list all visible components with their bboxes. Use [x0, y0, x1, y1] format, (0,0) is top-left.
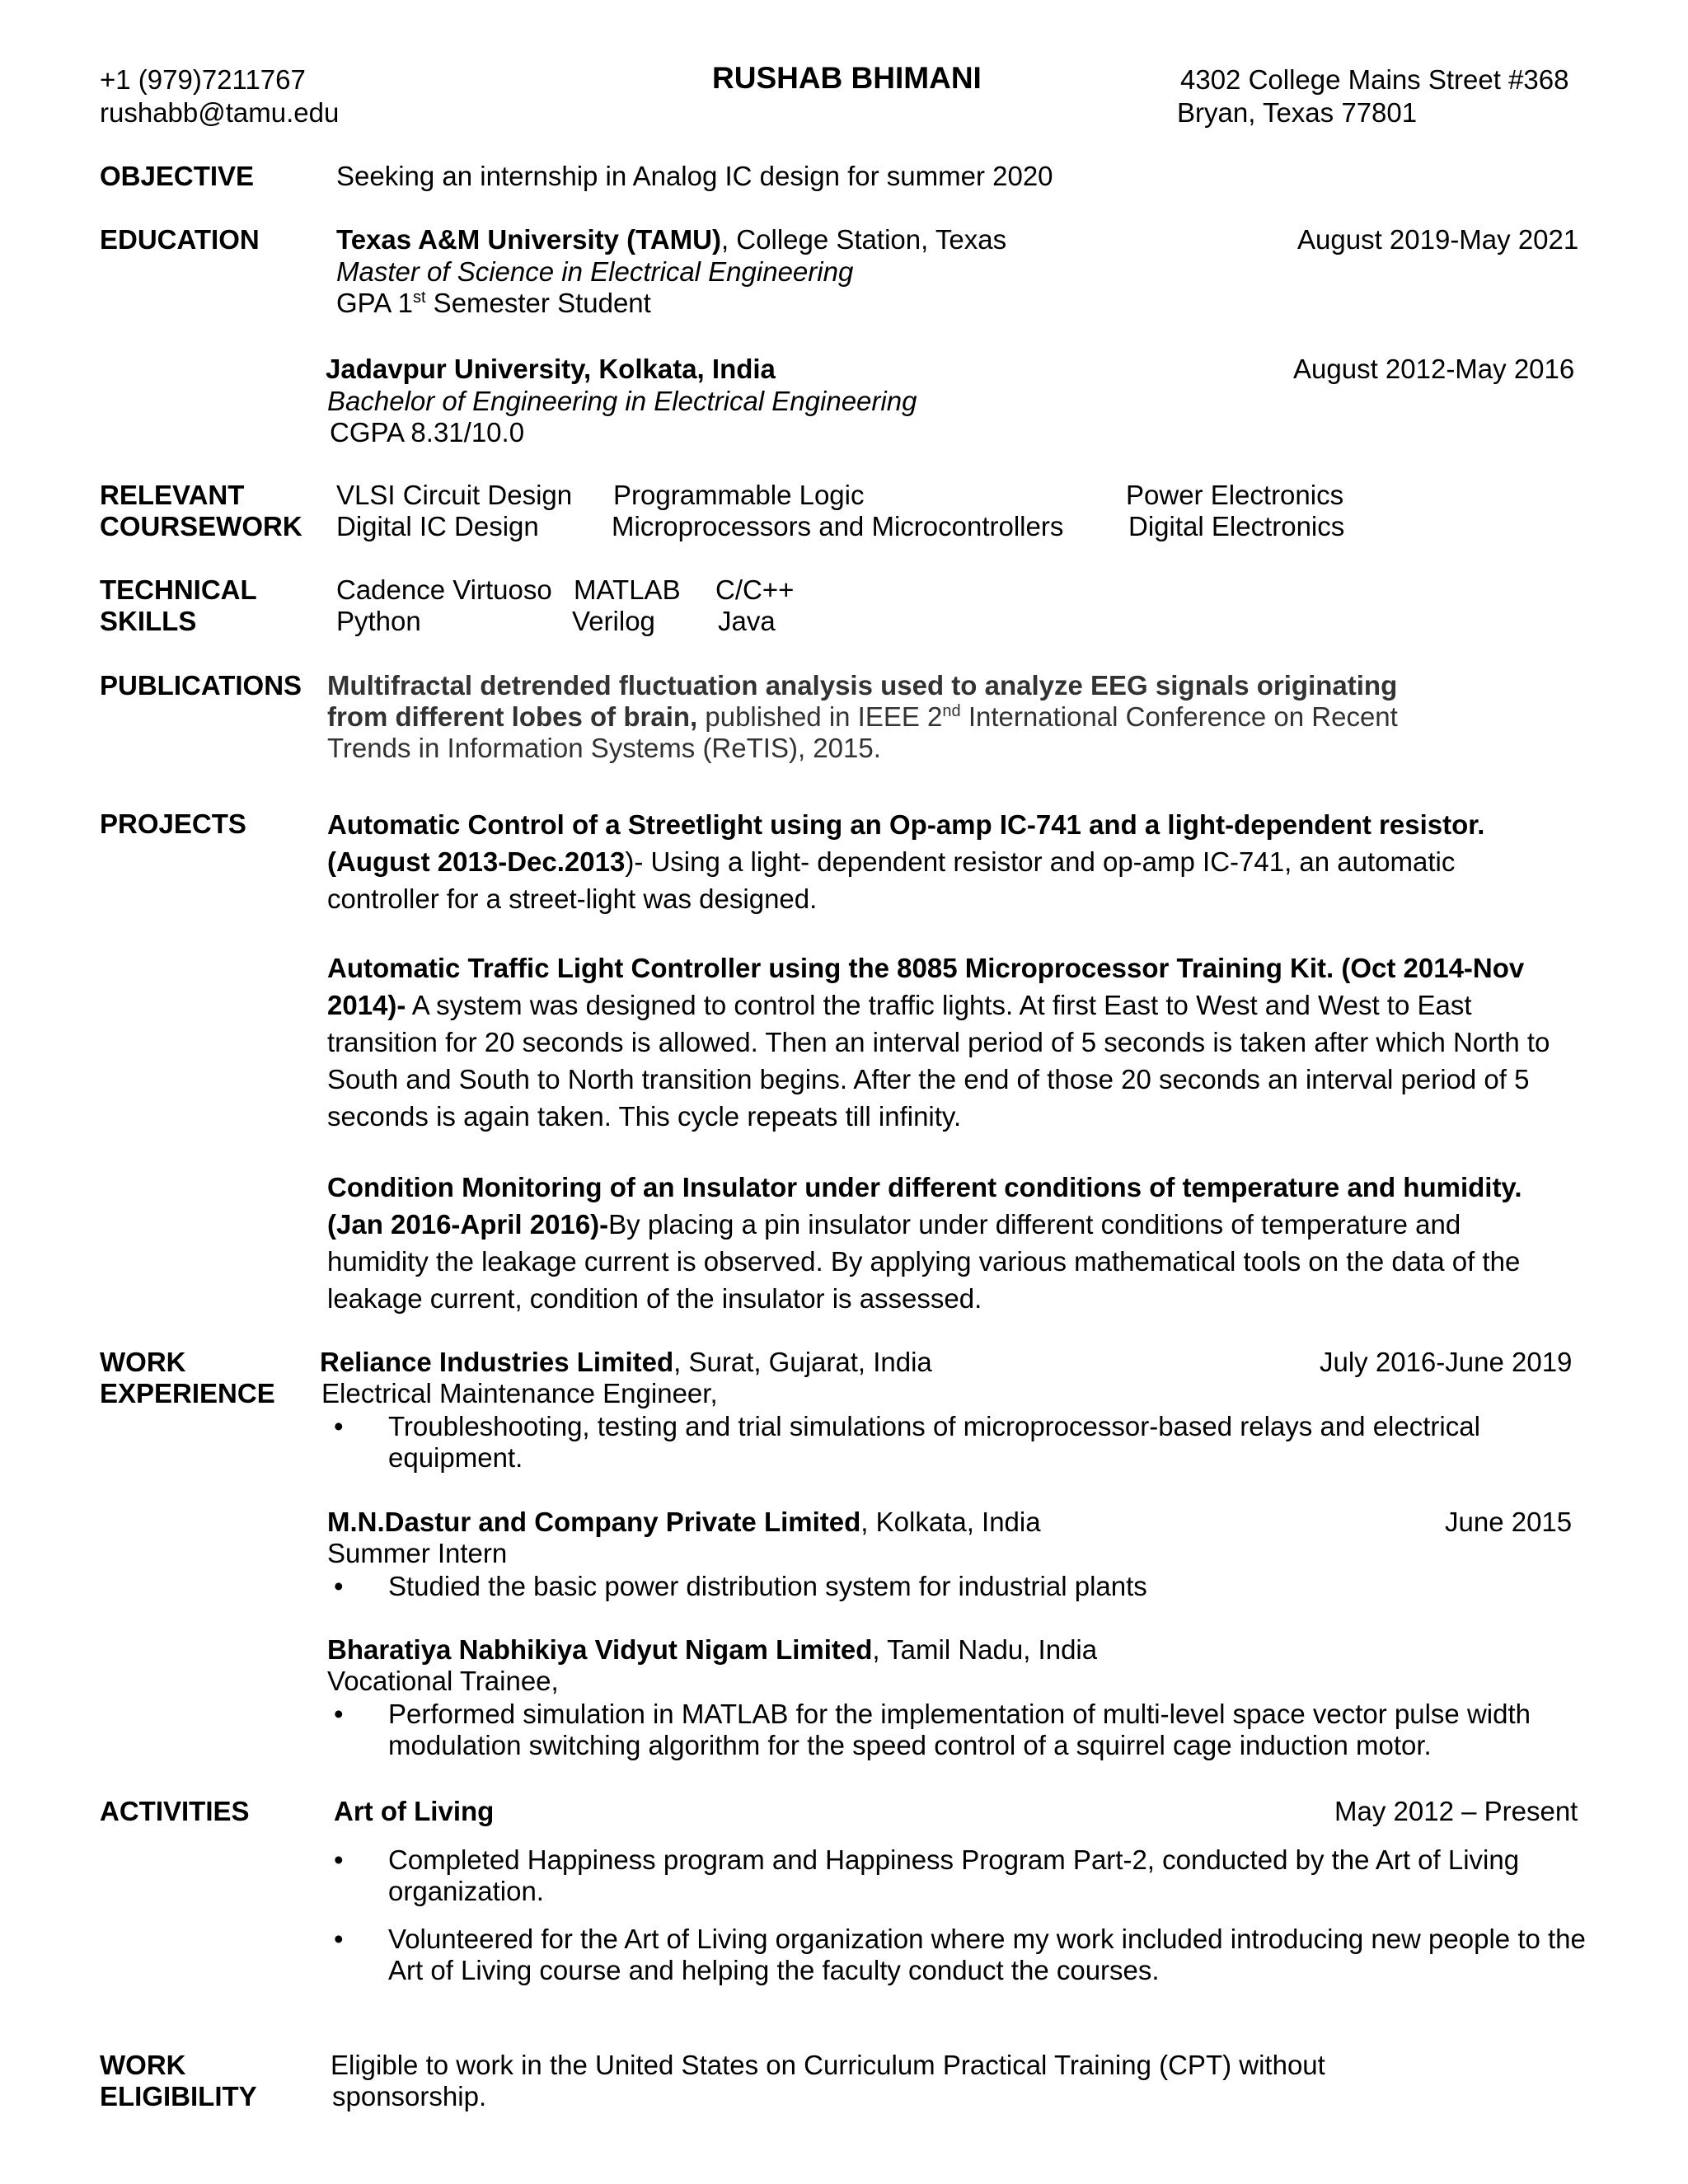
work-dates: June 2015 — [1445, 1507, 1573, 1537]
section-label-skills-2: SKILLS — [100, 606, 197, 636]
activity-bullet — [334, 1844, 1620, 1910]
course-item: Digital IC Design — [336, 511, 539, 541]
candidate-name: RUSHAB BHIMANI — [712, 61, 982, 95]
skill-item: Cadence Virtuoso — [336, 574, 552, 605]
section-label-work-2: EXPERIENCE — [100, 1378, 275, 1408]
project-item — [327, 949, 1580, 1135]
course-item: Programmable Logic — [613, 480, 865, 510]
education-dates: August 2012-May 2016 — [1293, 354, 1575, 384]
publication-line3: Trends in Information Systems (ReTIS), 2015. — [327, 733, 881, 763]
address-line-2: Bryan, Texas 77801 — [1177, 97, 1418, 128]
skill-item: MATLAB — [574, 574, 681, 605]
gpa-text: CGPA 8.31/10.0 — [330, 417, 525, 448]
bullet-icon: • — [334, 1411, 344, 1441]
bullet-text: Volunteered for the Art of Living organization where my work included introducing new people to the Art of Living course and helping the faculty conduct the courses. — [388, 1924, 1586, 1985]
work-role: Vocational Trainee, — [327, 1666, 559, 1696]
bullet-icon: • — [334, 1699, 344, 1729]
project-item — [327, 1169, 1564, 1317]
work-bullet — [334, 1699, 1620, 1765]
activity-bullet — [334, 1924, 1620, 1990]
skill-item: C/C++ — [715, 574, 795, 605]
activity-title: Art of Living — [334, 1796, 495, 1826]
work-company: M.N.Dastur and Company Private Limited, Kolkata, India — [327, 1507, 1041, 1537]
work-bullet — [334, 1571, 1620, 1604]
bullet-icon: • — [334, 1844, 344, 1875]
address-line-1: 4302 College Mains Street #368 — [1180, 64, 1569, 95]
course-item: VLSI Circuit Design — [336, 480, 573, 510]
publication-title-line1: Multifractal detrended fluctuation analysis used to analyze EEG signals originating — [327, 670, 1398, 701]
project-description: By placing a pin insulator under different conditions of temperature and humidity the leakage current is observed. By applying various mathematical tools on the data of the leakage current, condition of the insulator is assessed. — [327, 1209, 1521, 1314]
section-label-coursework-2: COURSEWORK — [100, 511, 302, 541]
education-dates: August 2019-May 2021 — [1297, 224, 1579, 255]
section-label-eligibility-1: WORK — [100, 2050, 186, 2080]
objective-text: Seeking an internship in Analog IC design for summer 2020 — [336, 161, 1053, 191]
publication-line2: from different lobes of brain, published in IEEE 2nd International Conference on Recent — [327, 701, 1398, 732]
eligibility-line1: Eligible to work in the United States on Curriculum Practical Training (CPT) without — [331, 2050, 1325, 2080]
project-title: Automatic Traffic Light Controller using the 8085 Microprocessor Training Kit. (Oct 2014-Nov 2014)- — [327, 953, 1525, 1020]
project-title: Condition Monitoring of an Insulator under different conditions of temperature and humidity. (Jan 2016-April 2016)- — [327, 1172, 1522, 1240]
bullet-icon: • — [334, 1571, 344, 1601]
email-address: rushabb@tamu.edu — [100, 97, 340, 128]
school-name: Jadavpur University, Kolkata, India — [326, 354, 776, 384]
course-item: Power Electronics — [1126, 480, 1344, 510]
bullet-text: Troubleshooting, testing and trial simulations of microprocessor-based relays and electrical equipment. — [388, 1411, 1480, 1473]
work-role: Summer Intern — [327, 1538, 508, 1568]
eligibility-line2: sponsorship. — [332, 2081, 487, 2111]
course-item: Digital Electronics — [1128, 511, 1345, 541]
project-title: Automatic Control of a Streetlight using an Op-amp IC-741 and a light-dependent resistor. (August 2013-Dec.2013 — [327, 809, 1485, 877]
bullet-text: Performed simulation in MATLAB for the implementation of multi-level space vector pulse width modulation switching algorithm for the speed control of a squirrel cage induction motor. — [388, 1699, 1531, 1760]
section-label-coursework-1: RELEVANT — [100, 480, 245, 510]
school-location: , College Station, Texas — [720, 224, 1007, 255]
work-role: Electrical Maintenance Engineer, — [321, 1378, 718, 1408]
work-bullet — [334, 1411, 1620, 1477]
bullet-text: Completed Happiness program and Happiness Program Part-2, conducted by the Art of Living organization. — [388, 1844, 1520, 1906]
work-company: Reliance Industries Limited, Surat, Gujarat, India — [320, 1347, 932, 1377]
skill-item: Verilog — [572, 606, 655, 636]
skill-item: Python — [336, 606, 421, 636]
section-label-publications: PUBLICATIONS — [100, 670, 302, 701]
project-item — [327, 806, 1564, 917]
section-label-eligibility-2: ELIGIBILITY — [100, 2081, 257, 2111]
gpa-text: GPA 1st Semester Student — [336, 288, 651, 318]
section-label-skills-1: TECHNICAL — [100, 574, 257, 605]
skill-item: Java — [718, 606, 776, 636]
section-label-projects: PROJECTS — [100, 808, 246, 839]
section-label-activities: ACTIVITIES — [100, 1796, 250, 1826]
degree-name: Master of Science in Electrical Engineering — [336, 256, 854, 287]
degree-name: Bachelor of Engineering in Electrical Engineering — [327, 386, 917, 416]
education-item-tamu — [336, 224, 1006, 255]
activity-dates: May 2012 – Present — [1334, 1796, 1578, 1826]
school-name: Texas A&M University (TAMU) — [336, 224, 721, 255]
work-company: Bharatiya Nabhikiya Vidyut Nigam Limited, Tamil Nadu, India — [327, 1634, 1098, 1665]
section-label-objective: OBJECTIVE — [100, 161, 255, 191]
project-description: )- Using a light- dependent resistor and op-amp IC-741, an automatic controller for a street-light was designed. — [327, 846, 1456, 914]
project-description: A system was designed to control the traffic lights. At first East to West and West to East transition for 20 seconds is allowed. Then an interval period of 5 seconds is taken after which North to South and South to North transition begins. After the end of those 20 seconds an interval period of 5 seconds is again taken. This cycle repeats till infinity. — [327, 990, 1550, 1132]
phone-number: +1 (979)7211767 — [100, 64, 306, 95]
bullet-text: Studied the basic power distribution system for industrial plants — [388, 1571, 1147, 1601]
course-item: Microprocessors and Microcontrollers — [612, 511, 1064, 541]
section-label-work-1: WORK — [100, 1347, 186, 1377]
bullet-icon: • — [334, 1924, 344, 1954]
section-label-education: EDUCATION — [100, 224, 260, 255]
work-dates: July 2016-June 2019 — [1320, 1347, 1573, 1377]
